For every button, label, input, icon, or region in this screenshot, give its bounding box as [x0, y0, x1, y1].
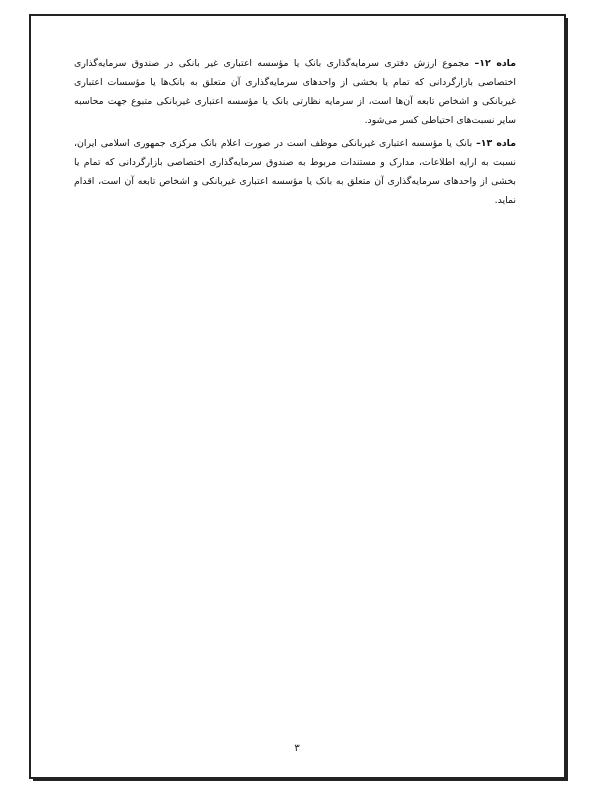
document-body — [74, 54, 516, 214]
article-12-label: ماده ۱۲– — [474, 58, 517, 69]
article-13 — [74, 134, 516, 210]
article-13-text: بانک یا مؤسسه اعتباری غیربانکی موظف است در صورت اعلام بانک مرکزی جمهوری اسلامی ایران، نسبت به ارایه اطلاعات، مدارک و مستندات مربوط به صندوق سرمایه‌گذاری اختصاصی بازارگردانی که تمام یا بخشی از واحدهای سرمایه‌گذاری آن متعلق به بانک یا مؤسسه اعتباری غیربانکی و اشخاص تابعه آن است، اقدام نماید. — [74, 138, 516, 206]
page-number: ۳ — [294, 743, 300, 754]
article-12 — [74, 54, 516, 130]
article-13-label: ماده ۱۳– — [476, 138, 516, 149]
article-12-text: مجموع ارزش دفتری سرمایه‌گذاری بانک یا مؤسسه اعتباری غیر بانکی در صندوق سرمایه‌گذاری اختصاصی بازارگردانی که تمام یا بخشی از واحدهای سرمایه‌گذاری آن متعلق به بانک‌ها یا مؤسسات اعتباری غیربانکی و اشخاص تابعه آن‌ها است، از سرمایه نظارتی بانک یا مؤسسه اعتباری غیربانکی متبوع جهت محاسبه سایر نسبت‌های احتیاطی کسر می‌شود. — [74, 58, 516, 126]
